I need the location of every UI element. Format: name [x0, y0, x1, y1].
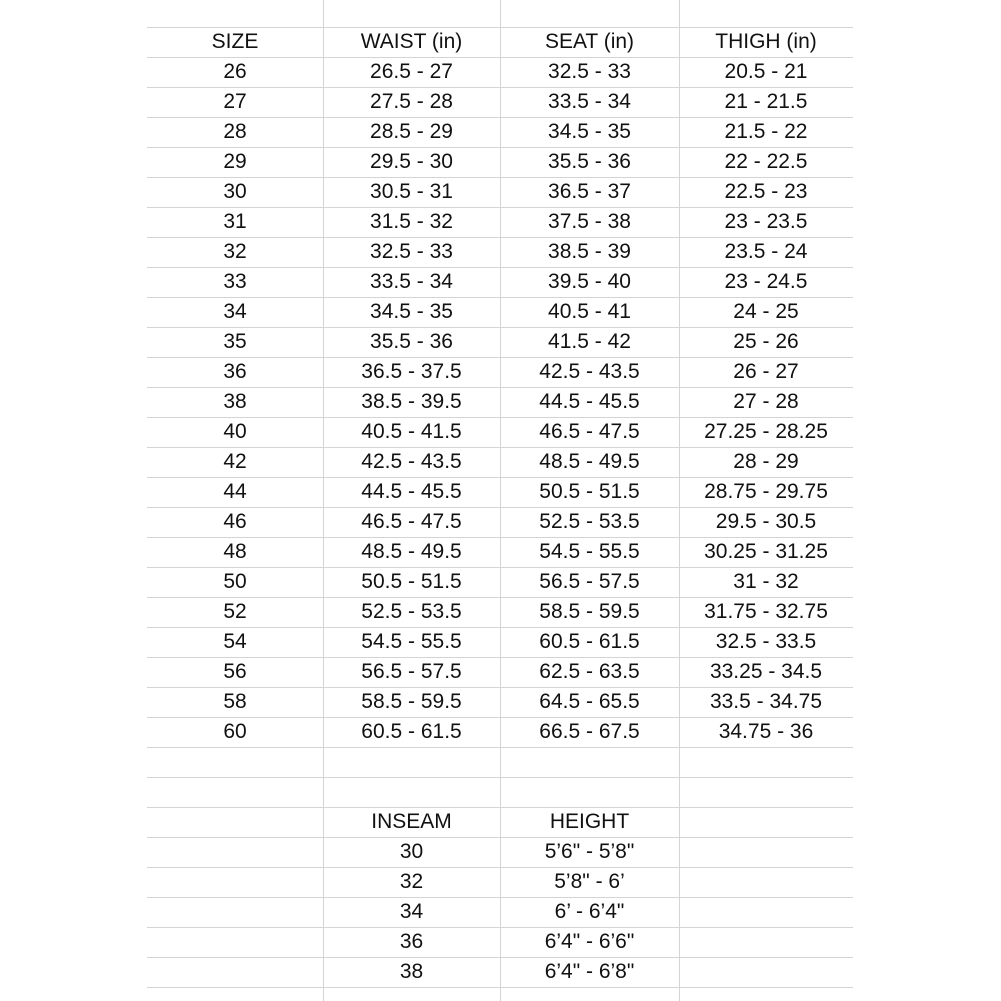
table-row: [147, 567, 853, 597]
size-chart-sheet: [147, 0, 853, 1001]
size-cell: 30: [223, 180, 247, 203]
waist-cell: 33.5 - 34: [370, 270, 453, 293]
seat-cell: 34.5 - 35: [548, 120, 631, 143]
table-row: [147, 927, 853, 957]
waist-cell: 40.5 - 41.5: [361, 420, 462, 443]
seat-cell: 54.5 - 55.5: [539, 540, 640, 563]
thigh-cell: 25 - 26: [733, 330, 799, 353]
seat-cell: 41.5 - 42: [548, 330, 631, 353]
seat-cell: 40.5 - 41: [548, 300, 631, 323]
size-cell: 33: [223, 270, 247, 293]
size-cell: 58: [223, 690, 247, 713]
thigh-cell: 20.5 - 21: [724, 60, 808, 83]
table-row: [147, 957, 853, 987]
waist-cell: 30.5 - 31: [370, 180, 453, 203]
waist-cell: 60.5 - 61.5: [361, 720, 462, 743]
size-cell: 29: [223, 150, 247, 173]
waist-cell: 48.5 - 49.5: [361, 540, 462, 563]
size-cell: 40: [223, 420, 247, 443]
seat-cell: 58.5 - 59.5: [539, 600, 640, 623]
thigh-cell: 21.5 - 22: [724, 120, 808, 143]
seat-cell: 44.5 - 45.5: [539, 390, 640, 413]
height-header: HEIGHT: [549, 810, 630, 833]
waist-cell: 58.5 - 59.5: [361, 690, 462, 713]
thigh-cell: 22 - 22.5: [724, 150, 808, 173]
size-cell: 54: [223, 630, 247, 653]
size-cell: 31: [223, 210, 247, 233]
table-row: [147, 87, 853, 117]
table-row: [147, 717, 853, 747]
thigh-cell: 23.5 - 24: [724, 240, 808, 263]
waist-cell: 54.5 - 55.5: [361, 630, 462, 653]
table-row: [147, 237, 853, 267]
waist-cell: 44.5 - 45.5: [361, 480, 462, 503]
seat-cell: 35.5 - 36: [548, 150, 631, 173]
seat-cell: 48.5 - 49.5: [539, 450, 640, 473]
thigh-cell: 23 - 23.5: [724, 210, 808, 233]
table-row: [147, 117, 853, 147]
thigh-cell: 33.25 - 34.5: [709, 660, 823, 683]
inseam-cell: 36: [399, 930, 424, 953]
size-cell: 34: [223, 300, 247, 323]
size-cell: 44: [223, 480, 247, 503]
header-row: [147, 27, 853, 57]
inseam-cell: 38: [399, 960, 424, 983]
height-cell: 6’4" - 6’8": [544, 960, 635, 983]
waist-cell: 56.5 - 57.5: [361, 660, 462, 683]
size-cell: 36: [223, 360, 247, 383]
table-row: [147, 597, 853, 627]
thigh-cell: 34.75 - 36: [718, 720, 814, 743]
height-cell: 5’6" - 5’8": [544, 840, 635, 863]
height-cell: 6’ - 6’4": [554, 900, 625, 923]
inseam-header: INSEAM: [371, 810, 452, 833]
height-cell: 6’4" - 6’6": [544, 930, 635, 953]
waist-cell: 36.5 - 37.5: [361, 360, 462, 383]
table-row: [147, 357, 853, 387]
table-row: [147, 297, 853, 327]
seat-cell: 37.5 - 38: [548, 210, 631, 233]
table-row: [147, 897, 853, 927]
size-cell: 27: [223, 90, 247, 113]
waist-cell: 27.5 - 28: [370, 90, 453, 113]
size-cell: 38: [223, 390, 247, 413]
size-cell: 48: [223, 540, 247, 563]
table-row: [147, 447, 853, 477]
seat-header: SEAT (in): [544, 30, 635, 53]
size-cell: 26: [223, 60, 247, 83]
inseam-cell: 34: [399, 900, 424, 923]
waist-cell: 31.5 - 32: [370, 210, 453, 233]
table-row: [147, 477, 853, 507]
waist-cell: 29.5 - 30: [370, 150, 453, 173]
seat-cell: 64.5 - 65.5: [539, 690, 640, 713]
waist-cell: 26.5 - 27: [370, 60, 453, 83]
seat-cell: 39.5 - 40: [548, 270, 631, 293]
thigh-cell: 26 - 27: [733, 360, 799, 383]
waist-cell: 42.5 - 43.5: [361, 450, 462, 473]
table-row: [147, 507, 853, 537]
thigh-cell: 28 - 29: [733, 450, 799, 473]
waist-cell: 34.5 - 35: [370, 300, 453, 323]
seat-cell: 62.5 - 63.5: [539, 660, 640, 683]
size-cell: 46: [223, 510, 247, 533]
waist-cell: 38.5 - 39.5: [361, 390, 462, 413]
size-cell: 60: [223, 720, 247, 743]
size-cell: 50: [223, 570, 247, 593]
table-row: [147, 387, 853, 417]
seat-cell: 46.5 - 47.5: [539, 420, 640, 443]
waist-cell: 28.5 - 29: [370, 120, 453, 143]
waist-cell: 32.5 - 33: [370, 240, 453, 263]
thigh-cell: 27.25 - 28.25: [704, 420, 828, 443]
thigh-cell: 27 - 28: [733, 390, 799, 413]
table-row: [147, 867, 853, 897]
thigh-cell: 22.5 - 23: [724, 180, 808, 203]
thigh-cell: 23 - 24.5: [724, 270, 808, 293]
height-cell: 5’8" - 6’: [554, 870, 625, 893]
table-row: [147, 837, 853, 867]
thigh-cell: 32.5 - 33.5: [715, 630, 817, 653]
table-row: [147, 687, 853, 717]
seat-cell: 50.5 - 51.5: [539, 480, 640, 503]
seat-cell: 60.5 - 61.5: [539, 630, 640, 653]
seat-cell: 42.5 - 43.5: [539, 360, 640, 383]
seat-cell: 38.5 - 39: [548, 240, 631, 263]
seat-cell: 33.5 - 34: [548, 90, 631, 113]
table-row: [147, 177, 853, 207]
seat-cell: 36.5 - 37: [548, 180, 631, 203]
table-row: [147, 417, 853, 447]
size-cell: 42: [223, 450, 247, 473]
size-header: SIZE: [211, 30, 259, 53]
size-cell: 32: [223, 240, 247, 263]
thigh-header: THIGH (in): [715, 30, 817, 53]
thigh-cell: 33.5 - 34.75: [709, 690, 823, 713]
waist-cell: 35.5 - 36: [370, 330, 453, 353]
table-row: [147, 147, 853, 177]
table-row: [147, 207, 853, 237]
size-cell: 28: [223, 120, 247, 143]
thigh-cell: 21 - 21.5: [724, 90, 808, 113]
seat-cell: 66.5 - 67.5: [539, 720, 640, 743]
thigh-cell: 31 - 32: [733, 570, 799, 593]
thigh-cell: 30.25 - 31.25: [704, 540, 828, 563]
inseam-cell: 30: [399, 840, 424, 863]
thigh-cell: 24 - 25: [733, 300, 799, 323]
table-row: [147, 57, 853, 87]
waist-cell: 50.5 - 51.5: [361, 570, 462, 593]
size-cell: 56: [223, 660, 247, 683]
thigh-cell: 31.75 - 32.75: [704, 600, 828, 623]
thigh-cell: 28.75 - 29.75: [704, 480, 828, 503]
table-row: [147, 537, 853, 567]
size-cell: 52: [223, 600, 247, 623]
table-row: [147, 327, 853, 357]
thigh-cell: 29.5 - 30.5: [715, 510, 817, 533]
table-row: [147, 657, 853, 687]
inseam-header-row: [147, 807, 853, 837]
table-row: [147, 627, 853, 657]
seat-cell: 32.5 - 33: [548, 60, 631, 83]
inseam-cell: 32: [399, 870, 424, 893]
waist-cell: 52.5 - 53.5: [361, 600, 462, 623]
waist-cell: 46.5 - 47.5: [361, 510, 462, 533]
waist-header: WAIST (in): [360, 30, 463, 53]
seat-cell: 52.5 - 53.5: [539, 510, 640, 533]
seat-cell: 56.5 - 57.5: [539, 570, 640, 593]
table-row: [147, 267, 853, 297]
size-cell: 35: [223, 330, 247, 353]
